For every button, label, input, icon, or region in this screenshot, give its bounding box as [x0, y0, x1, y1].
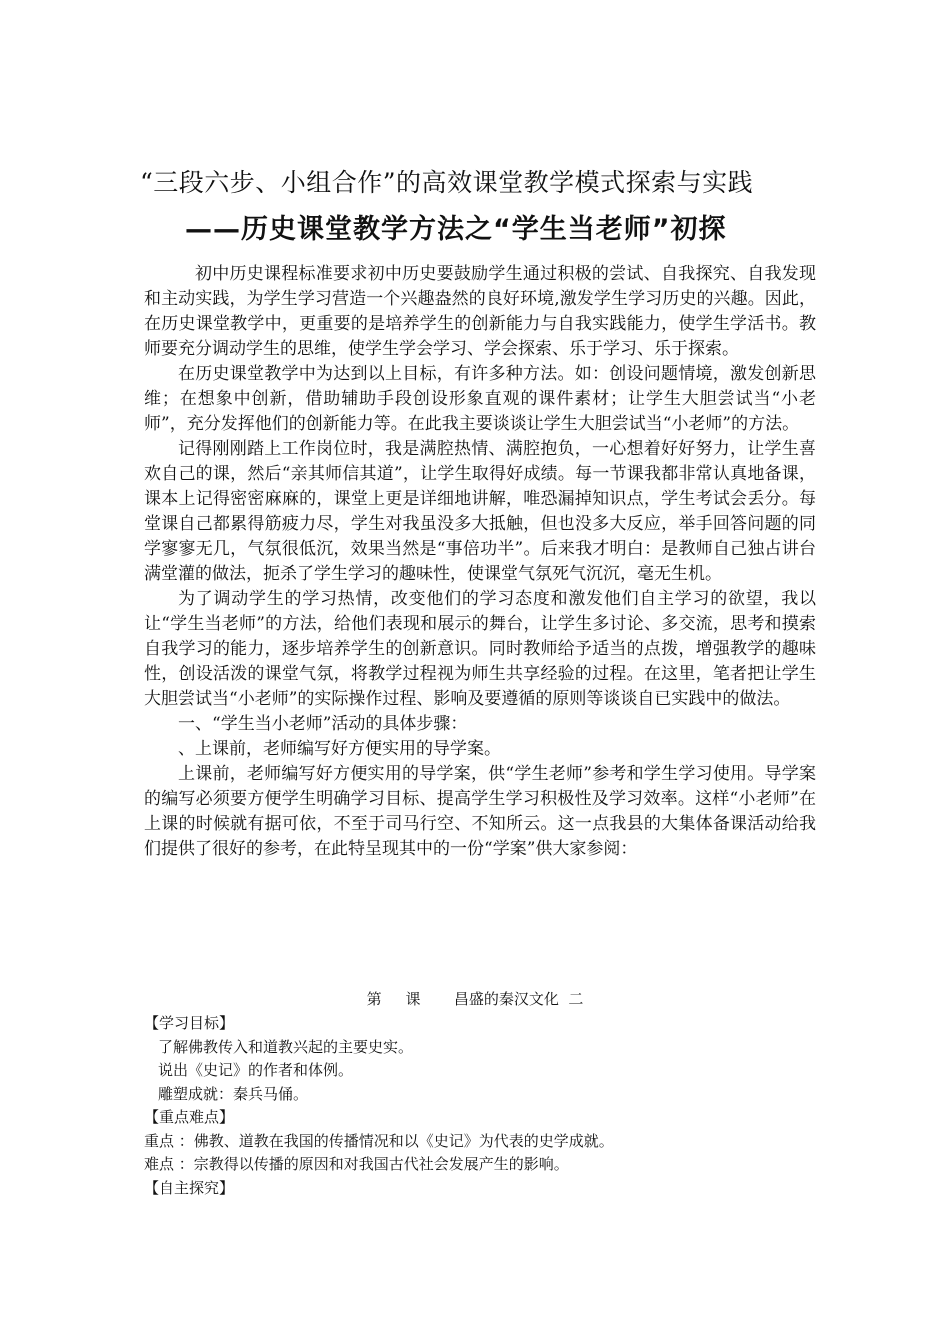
paragraph: 上课前，老师编写好方便实用的导学案，供“学生老师”参考和学生学习使用。导学案的编写必须要方便学生明确学习目标、提高学生学习积极性及学习效率。这样“小老师”在上课的时候就有据可依，不至于司马行空、不知所云。这一点我县的大集体备课活动给我们提供了很好的参考，在此特呈现其中的一份“学案”供大家参阅： [144, 764, 816, 859]
lesson-title: 第 课 昌盛的秦汉文化 二 [366, 990, 584, 1008]
study-plan [144, 1012, 816, 1200]
paragraph: 为了调动学生的学习热情，改变他们的学习态度和激发他们自主学习的欲望，我以让“学生当老师”的方法，给他们表现和展示的舞台，让学生多讨论、多交流，思考和摸索自我学习的能力，逐步培养学生的创新意识。同时教师给予适当的点拨，增强教学的趣味性，创设活泼的课堂气氛，将教学过程视为师生共享经验的过程。在这里，笔者把让学生大胆尝试当“小老师”的实际操作过程、影响及要遵循的原则等谈谈自已实践中的做法。 [144, 589, 816, 709]
objectives-heading: 【学习目标】 [144, 1014, 235, 1032]
document-title: “三段六步、小组合作”的高效课堂教学模式探索与实践 [140, 168, 754, 197]
paragraph: 在历史课堂教学中为达到以上目标，有许多种方法。如：创设问题情境，激发创新思维；在想象中创新，借助辅助手段创设形象直观的课件素材；让学生大胆尝试当“小老师”，充分发挥他们的创新能力等。在此我主要谈谈让学生大胆尝试当“小老师”的方法。 [144, 364, 816, 434]
subsection-heading: 、上课前，老师编写好方便实用的导学案。 [178, 739, 501, 759]
key-point: 重点 ：佛教、道教在我国的传播情况和以《史记》为代表的史学成就。 [144, 1131, 614, 1150]
objective-item: 雕塑成就：秦兵马俑。 [158, 1084, 309, 1103]
paragraph: 记得刚刚踏上工作岗位时，我是满腔热情、满腔抱负，一心想着好好努力，让学生喜欢自己的课，然后“亲其师信其道”，让学生取得好成绩。每一节课我都非常认真地备课，课本上记得密密麻麻的，课堂上更是详细地讲解，唯恐漏掉知识点，学生考试会丢分。每堂课自己都累得筋疲力尽，学生对我虽没多大抵触，但也没多大反应，举手回答问题的同学寥寥无几，气氛很低沉，效果当然是“事倍功半”。后来我才明白：是教师自己独占讲台满堂灌的做法，扼杀了学生学习的趣味性，使课堂气氛死气沉沉，毫无生机。 [144, 439, 816, 584]
inquiry-heading: 【自主探究】 [144, 1178, 235, 1197]
paragraph: 初中历史课程标准要求初中历史要鼓励学生通过积极的尝试、自我探究、自我发现和主动实践，为学生学习营造一个兴趣盎然的良好环境,激发学生学习历史的兴趣。因此，在历史课堂教学中，更重要的是培养学生的创新能力与自我实践能力，使学生学活书。教师要充分调动学生的思维，使学生学会学习、学会探索、乐于学习、乐于探索。 [144, 264, 816, 359]
objective-item: 说出《史记》的作者和体例。 [158, 1061, 354, 1079]
difficult-point: 难点 ：宗教得以传播的原因和对我国古代社会发展产生的影响。 [144, 1155, 569, 1173]
document-subtitle: ——历史课堂教学方法之“学生当老师”初探 [185, 214, 727, 245]
key-points-heading: 【重点难点】 [144, 1108, 235, 1126]
objective-item: 了解佛教传入和道教兴起的主要史实。 [158, 1037, 414, 1056]
section-heading: 一、“学生当小老师”活动的具体步骤： [178, 714, 468, 734]
document-body [144, 262, 816, 862]
